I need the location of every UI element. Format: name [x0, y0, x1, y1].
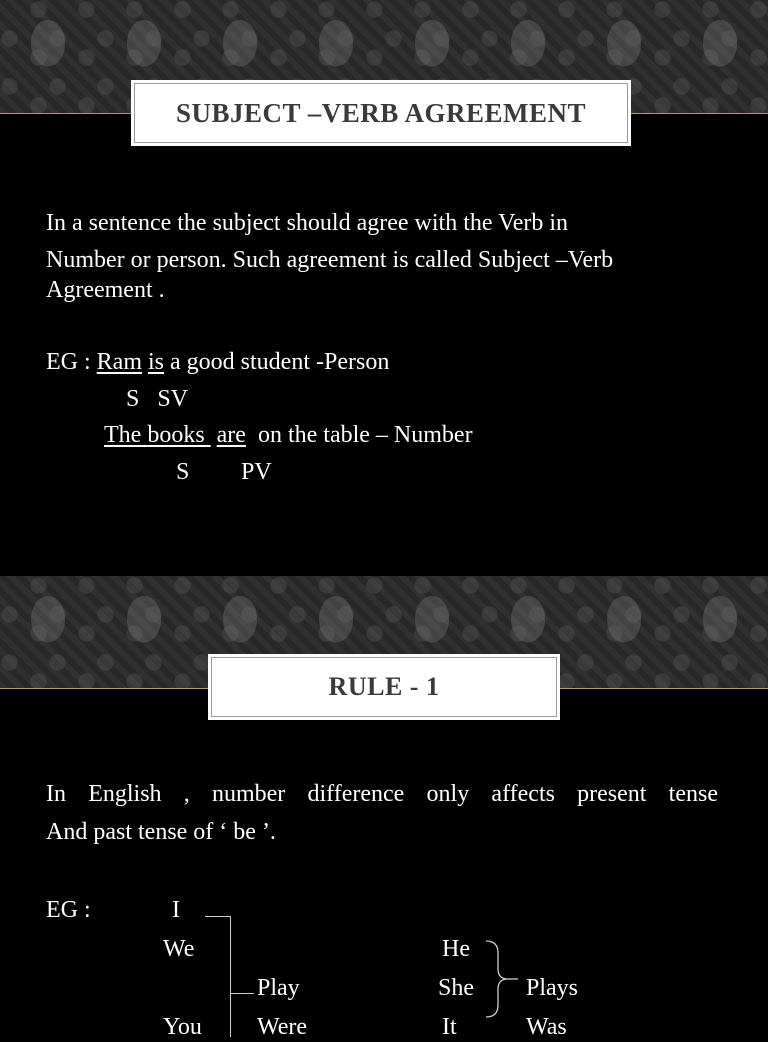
left-bracket-tick [230, 993, 254, 994]
pronoun-he: He [442, 936, 470, 962]
rule-line-1: In English , number difference only affects present tense [46, 781, 718, 807]
example-2 [104, 421, 473, 450]
right-brace-icon [484, 939, 520, 1019]
pronoun-it: It [442, 1014, 457, 1040]
pronoun-i: I [172, 897, 180, 923]
example-2-rest: on the table – Number [245, 422, 473, 448]
example-2-label-verb: PV [241, 459, 272, 485]
paragraph-line-1: In a sentence the subject should agree with the Verb in [46, 210, 569, 236]
verb-plays: Plays [526, 975, 579, 1001]
example-1-prefix: EG : [46, 349, 97, 375]
example-2-label-subject: S [176, 459, 190, 485]
slide-rule-1 [0, 576, 768, 1040]
left-bracket [205, 916, 231, 1037]
example-1-rest: a good student -Person [164, 349, 390, 375]
verb-were: Were [257, 1014, 308, 1040]
example-1 [46, 348, 389, 377]
example-2-verb: are [216, 422, 246, 448]
eg-label: EG : [46, 897, 91, 923]
example-1-verb: is [148, 349, 165, 375]
example-1-subject: Ram [96, 349, 142, 375]
slide-title: SUBJECT –VERB AGREEMENT [131, 80, 631, 146]
pronoun-she: She [438, 975, 474, 1001]
pronoun-you: You [163, 1014, 202, 1040]
example-1-labels: S SV [126, 386, 189, 412]
rule-line-2: And past tense of ‘ be ’. [46, 819, 276, 845]
slide-title: RULE - 1 [208, 654, 560, 720]
pronoun-we: We [163, 936, 195, 962]
verb-play: Play [257, 975, 300, 1001]
verb-was: Was [526, 1014, 567, 1040]
paragraph-line-2: Number or person. Such agreement is called Subject –Verb [46, 247, 614, 273]
example-2-subject: The books [104, 422, 211, 448]
paragraph-line-3: Agreement . [46, 277, 165, 303]
